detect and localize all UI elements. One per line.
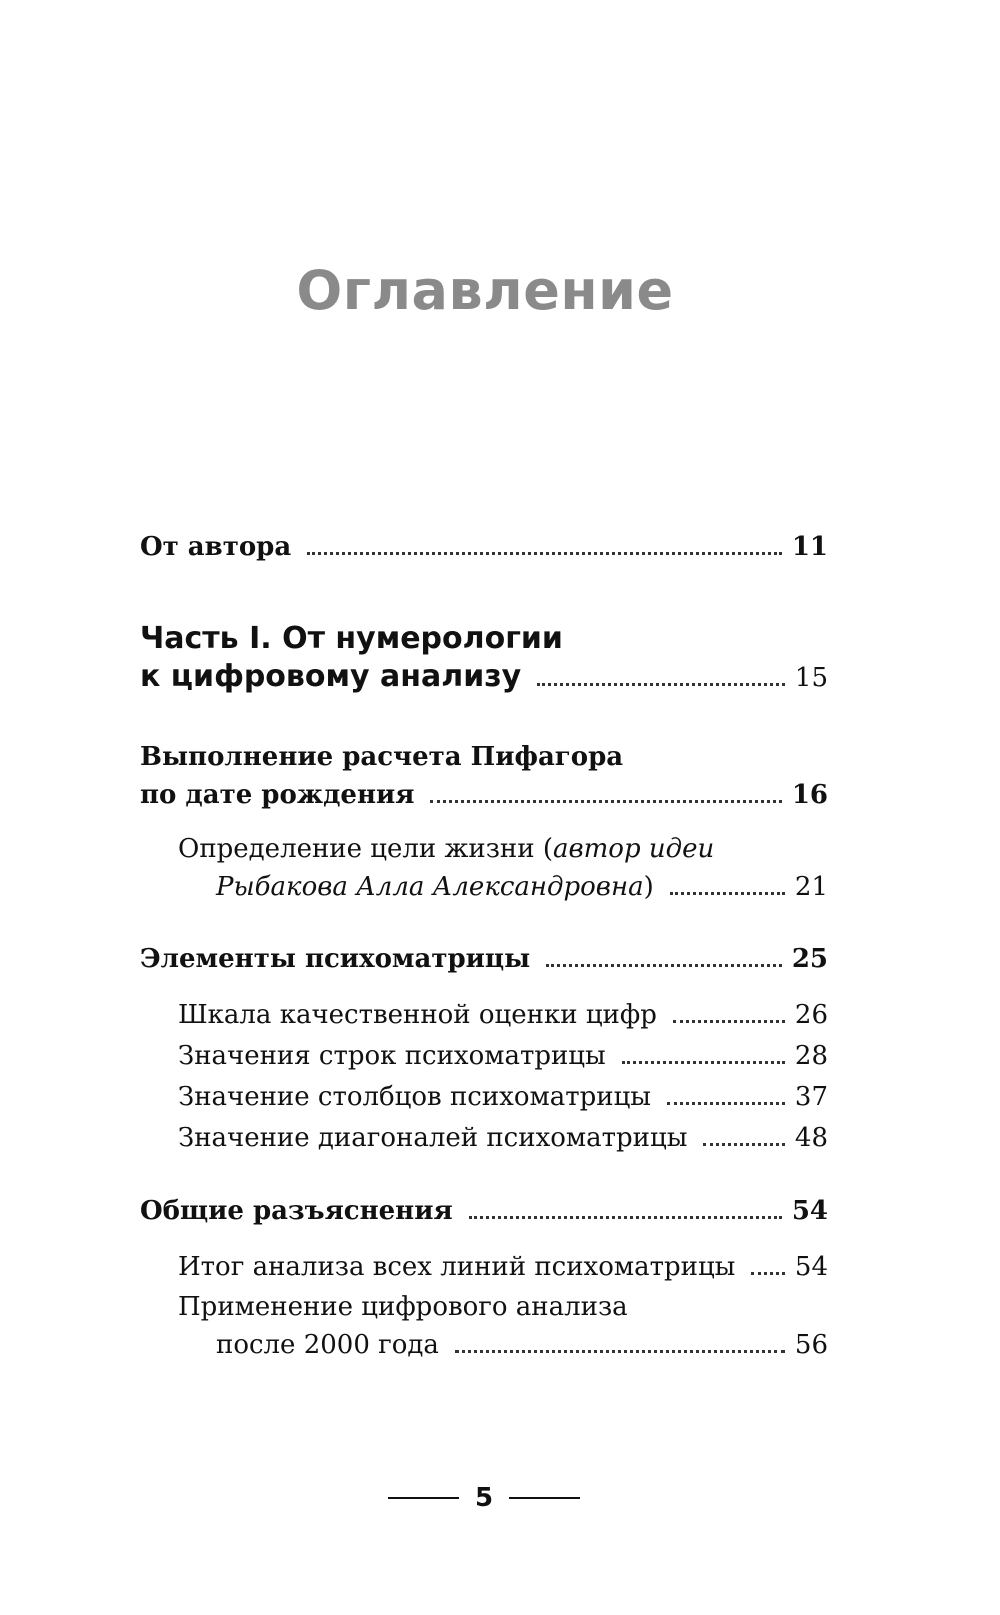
toc-entry-label: Общие разъяснения xyxy=(140,1196,453,1226)
page-title: Оглавление xyxy=(296,259,674,323)
toc-entry-label-cont: по дате рождения xyxy=(140,780,415,810)
toc-entry-label: Итог анализа всех линий психоматрицы xyxy=(178,1252,736,1282)
dot-leader xyxy=(670,892,785,895)
dot-leader xyxy=(469,1216,782,1219)
toc-entry-general[interactable] xyxy=(140,1192,828,1230)
folio-rule-left xyxy=(388,1497,459,1499)
dot-leader xyxy=(455,1350,785,1353)
dot-leader xyxy=(307,552,782,555)
toc-entry-rows[interactable] xyxy=(140,1037,828,1075)
dot-leader xyxy=(537,683,785,686)
toc-page-number: 54 xyxy=(791,1196,828,1226)
dot-leader xyxy=(751,1272,785,1275)
toc-entry-part1[interactable] xyxy=(140,620,828,697)
toc-entry-columns[interactable] xyxy=(140,1078,828,1116)
toc-page-number: 26 xyxy=(794,1000,828,1030)
toc-entry-label: Значение диагоналей психоматрицы xyxy=(178,1123,688,1153)
toc-page-number: 11 xyxy=(791,532,828,562)
toc-page-number: 21 xyxy=(794,872,828,902)
toc-entry-label: Применение цифрового анализа xyxy=(178,1292,628,1322)
toc-entry-scale[interactable] xyxy=(140,996,828,1034)
toc-entry-label: Элементы психоматрицы xyxy=(140,944,531,974)
toc-page-number: 48 xyxy=(794,1123,828,1153)
toc-entry-label: Выполнение расчета Пифагора xyxy=(140,742,624,772)
folio-rule-right xyxy=(509,1497,580,1499)
toc-entry-label: Часть I. От нумерологии xyxy=(140,621,563,656)
dot-leader xyxy=(673,1020,785,1023)
toc-entry-label: Значения строк психоматрицы xyxy=(178,1041,606,1071)
toc-page-number: 25 xyxy=(791,944,828,974)
toc-entry-from-author[interactable] xyxy=(140,528,828,566)
toc-page-number: 16 xyxy=(791,780,828,810)
dot-leader xyxy=(546,964,782,967)
toc-entry-summary[interactable] xyxy=(140,1248,828,1286)
toc-entry-label-cont: к цифровому анализу xyxy=(140,659,522,694)
dot-leader xyxy=(622,1061,785,1064)
toc-entry-label: Определение цели жизни ( автор идеи xyxy=(178,834,715,864)
toc-entry-pythagoras[interactable] xyxy=(140,738,828,814)
page-folio xyxy=(388,1480,580,1516)
page-number: 5 xyxy=(474,1483,494,1513)
toc-entry-life-goal[interactable] xyxy=(140,830,828,906)
table-of-contents xyxy=(140,0,828,1615)
toc-entry-diagonals[interactable] xyxy=(140,1119,828,1157)
toc-entry-label-cont: после 2000 года xyxy=(216,1330,439,1360)
toc-page-number: 15 xyxy=(794,663,828,693)
dot-leader xyxy=(667,1102,785,1105)
toc-entry-label: От автора xyxy=(140,532,292,562)
toc-entry-elements[interactable] xyxy=(140,940,828,978)
toc-entry-after2000[interactable] xyxy=(140,1288,828,1364)
toc-page-number: 56 xyxy=(794,1330,828,1360)
dot-leader xyxy=(703,1143,785,1146)
toc-page-number: 37 xyxy=(794,1082,828,1112)
toc-page-number: 54 xyxy=(794,1252,828,1282)
toc-entry-label: Шкала качественной оценки цифр xyxy=(178,1000,657,1030)
toc-entry-label: Значение столбцов психоматрицы xyxy=(178,1082,651,1112)
dot-leader xyxy=(430,800,781,803)
toc-page-number: 28 xyxy=(794,1041,828,1071)
toc-entry-label-cont: Рыбакова Алла Александровна) xyxy=(216,872,654,902)
